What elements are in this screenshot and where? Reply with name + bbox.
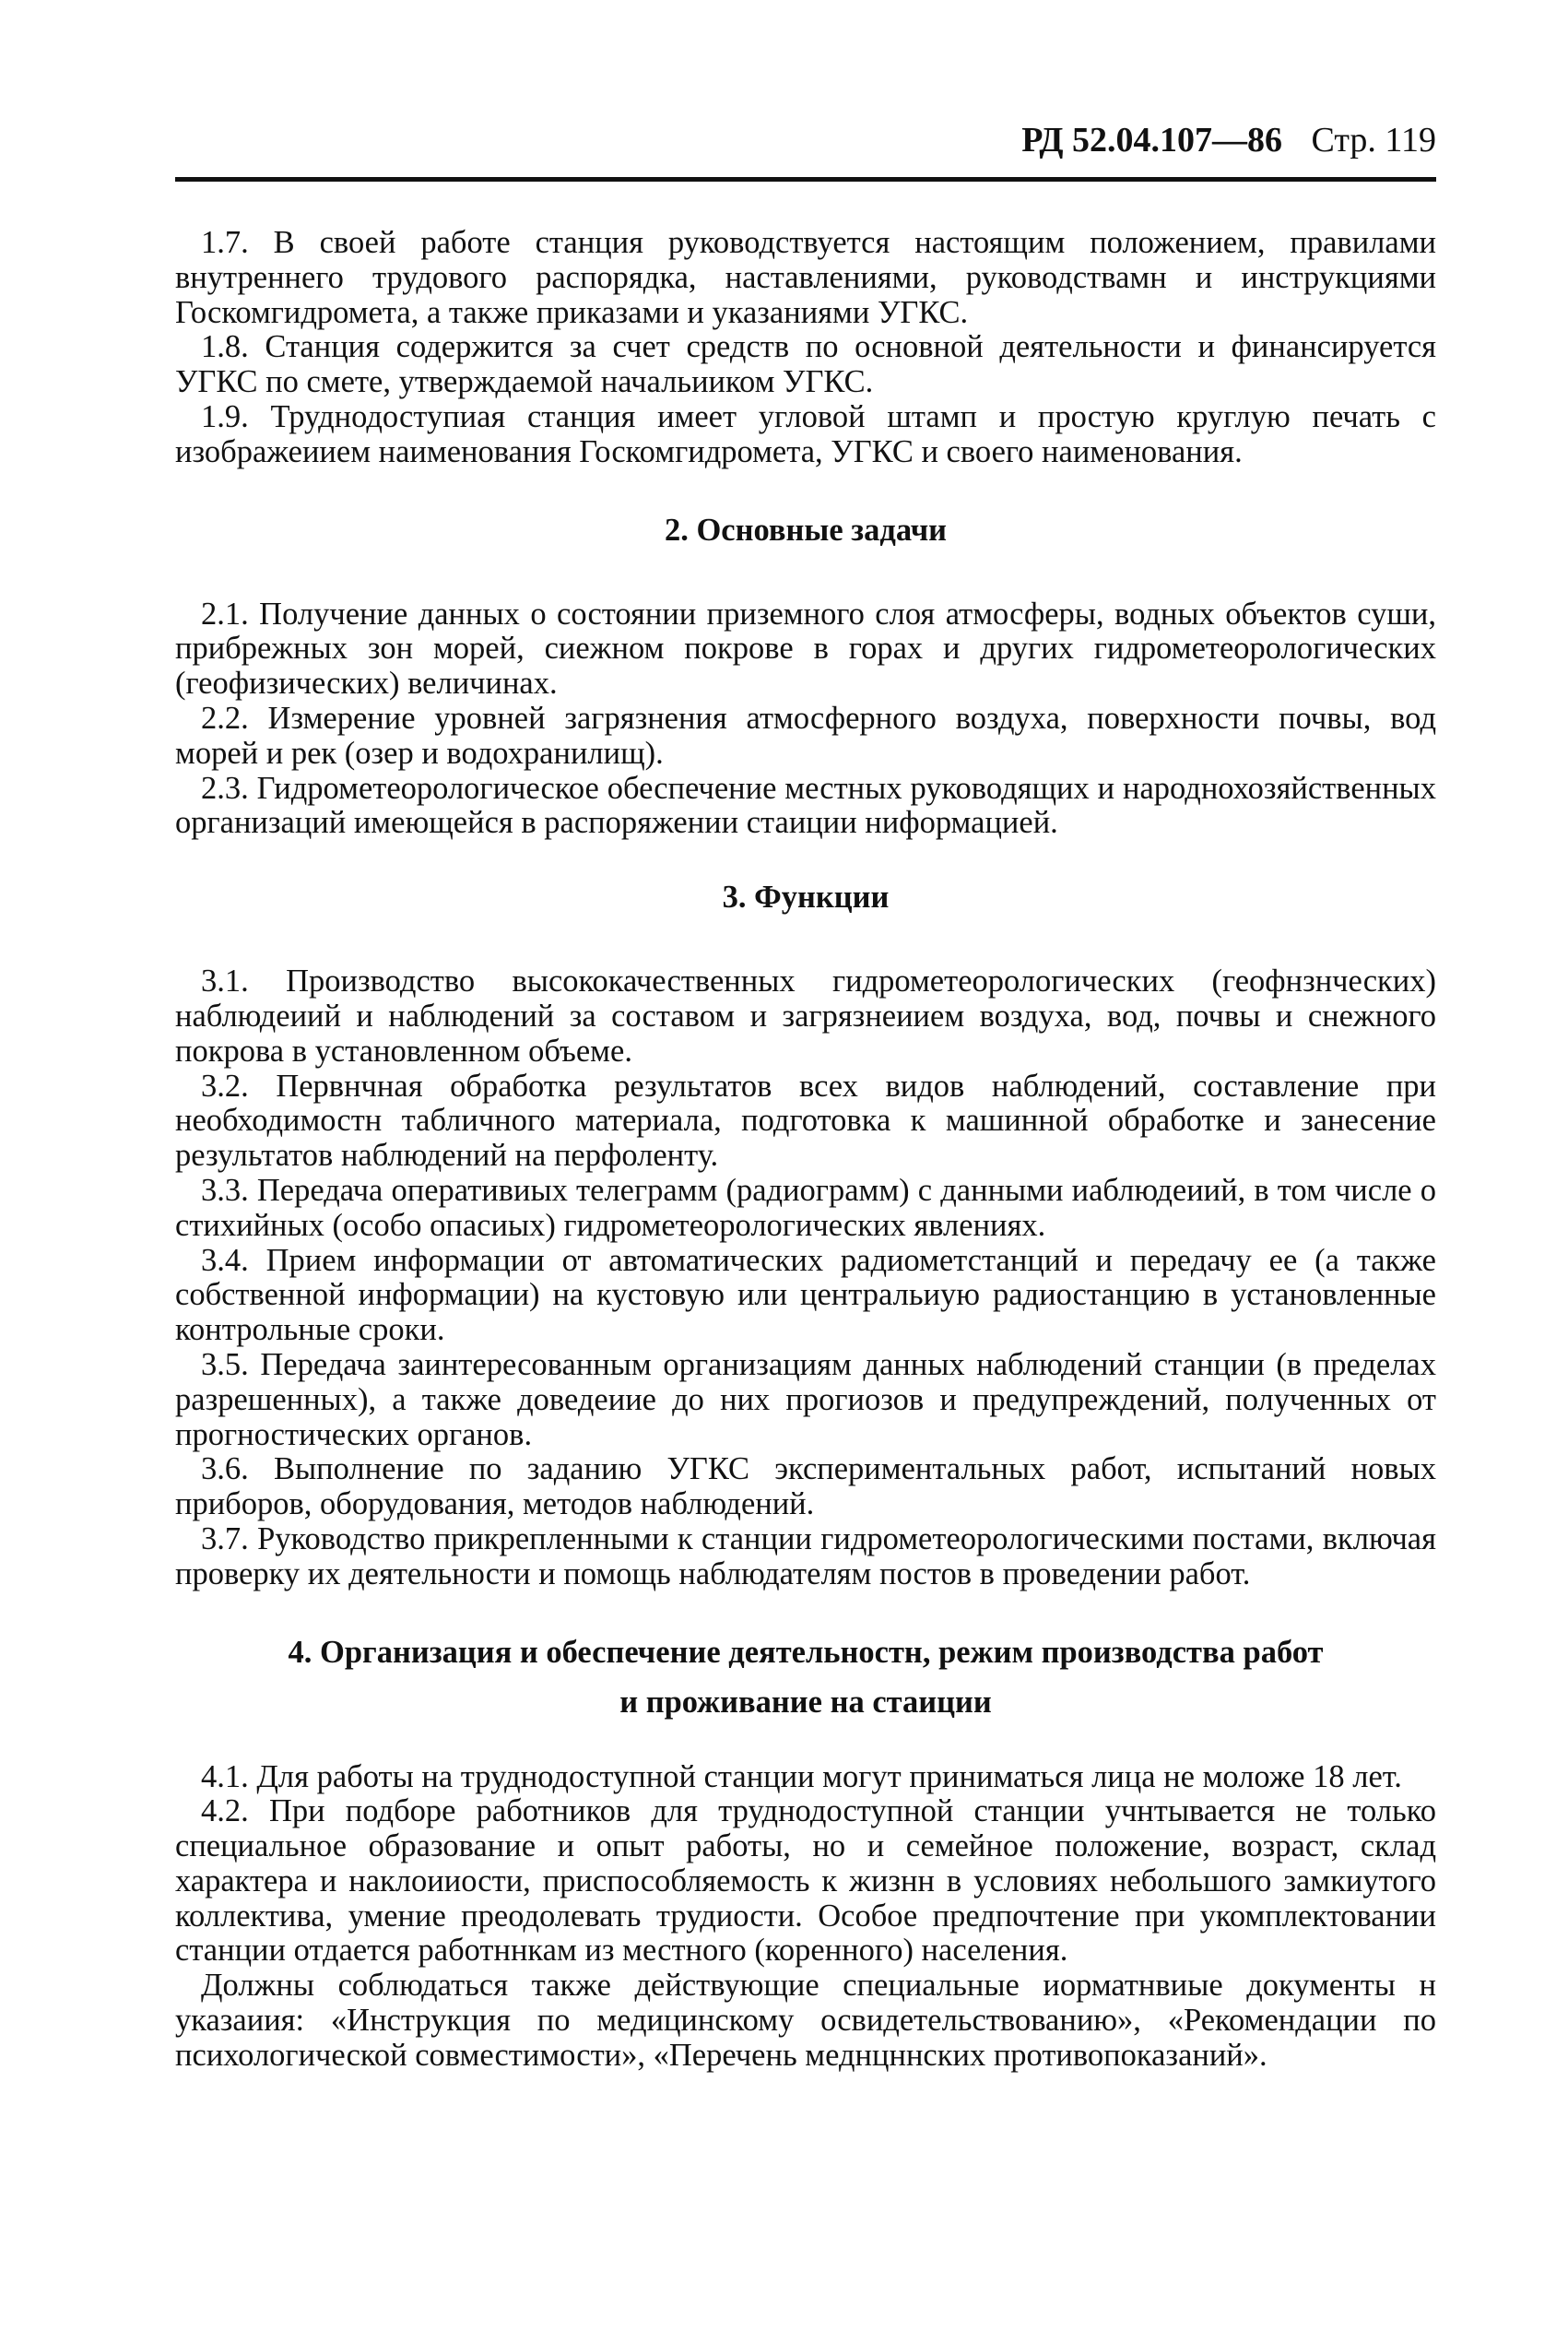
paragraph-3-4: 3.4. Прием информации от автоматических радиометстанций и передачу ее (а также собственной информации) на кустовую или центральиую радиостанцию в установленные контрольные сроки. (175, 1242, 1436, 1348)
paragraph-3-2: 3.2. Первнчная обработка результатов всех видов наблюдений, составление при необходимостн табличного материала, подготовка к машинной обработке и занесение результатов наблюдений на перфоленту. (175, 1068, 1436, 1174)
section-3-heading: 3. Функции (722, 880, 890, 916)
paragraph-1-9: 1.9. Труднодоступиая станция имеет угловой штамп и простую круглую печать с изображеиием наименования Госкомгидромета, УГКС и своего наименования. (175, 398, 1436, 469)
paragraph-2-2: 2.2. Измерение уровней загрязнения атмосферного воздуха, поверхности почвы, вод морей и рек (озер и водохранилищ). (175, 700, 1436, 771)
paragraph-3-6: 3.6. Выполнение по заданию УГКС экспериментальных работ, испытаний новых приборов, оборудования, методов наблюдений. (175, 1451, 1436, 1522)
document-code: РД 52.04.107—86 (1021, 121, 1282, 160)
page-number: Стр. 119 (1311, 121, 1436, 160)
section-4-heading (175, 1627, 1436, 1727)
paragraph-1-8: 1.8. Станция содержится за счет средств по основной деятельности и финансируется УГКС по смете, утверждаемой начальииком УГКС. (175, 329, 1436, 400)
document-page (175, 120, 1436, 2074)
section-4-heading-line-1: 4. Организация и обеспечение деятельностн, режим производства работ (288, 1634, 1324, 1670)
section-1-continuation (175, 226, 1436, 470)
paragraph-3-5: 3.5. Передача заинтересованным организациям данных наблюдений станции (в пределах разрешенных), а также доведеиие до них прогиозов и предупреждений, полученных от прогностических органов. (175, 1346, 1436, 1452)
section-2-heading: 2. Основные задачи (664, 512, 948, 548)
paragraph-3-1: 3.1. Производство высококачественных гидрометеорологических (геофнзнческих) наблюдеиий и наблюдений за составом и загрязнеиием воздуха, вод, почвы и снежного покрова в установленном объеме. (175, 964, 1436, 1069)
paragraph-3-3: 3.3. Передача оперативиых телеграмм (радиограмм) с данными иаблюдеиий, в том числе о стихийных (особо опасиых) гидрометеорологических явлениях. (175, 1172, 1436, 1243)
section-2-body (175, 597, 1436, 842)
paragraph-3-7: 3.7. Руководство прикрепленными к станции гидрометеорологическими постами, включая проверку их деятельности и помощь наблюдателям постов в проведении работ. (175, 1520, 1436, 1591)
paragraph-4-2-continuation: Должны соблюдаться также действующие специальные иорматнвиые документы н указаиия: «Инструкция по медицинскому освидетельствованию», «Рекомендации по психологической совместимости», «Перечень меднцннских противопоказаний». (175, 1968, 1436, 2073)
paragraph-2-1: 2.1. Получение данных о состоянии приземного слоя атмосферы, водных объектов суши, прибрежных зон морей, сиежном покрове в горах и других гидрометеорологических (геофизических) величинах. (175, 596, 1436, 702)
running-header (175, 120, 1436, 182)
paragraph-2-3: 2.3. Гидрометеорологическое обеспечение местных руководящих и народнохозяйственных организаций имеющейся в распоряжении стаиции ниформацией. (175, 770, 1436, 841)
section-4-heading-line-2: и проживание на стаиции (619, 1684, 992, 1720)
section-4-body (175, 1760, 1436, 2074)
paragraph-4-1: 4.1. Для работы на труднодоступной станции могут приниматься лица не моложе 18 лет. (201, 1758, 1402, 1794)
section-3-body (175, 964, 1436, 1591)
paragraph-4-2: 4.2. При подборе работников для труднодоступной станции учнтывается не только специальное образование и опыт работы, но и семейное положение, возраст, склад характера и наклоииости, приспособляемость к жизнн в условиях небольшого замкиутого коллектива, умение преодолевать трудиости. Особое предпочтение при укомплектовании станции отдается работннкам из местного (коренного) населения. (175, 1793, 1436, 1969)
paragraph-1-7: 1.7. В своей работе станция руководствуется настоящим положением, правилами внутреннего трудового распорядка, наставлениями, руководствамн и инструкциями Госкомгидромета, а также приказами и указаниями УГКС. (175, 225, 1436, 330)
